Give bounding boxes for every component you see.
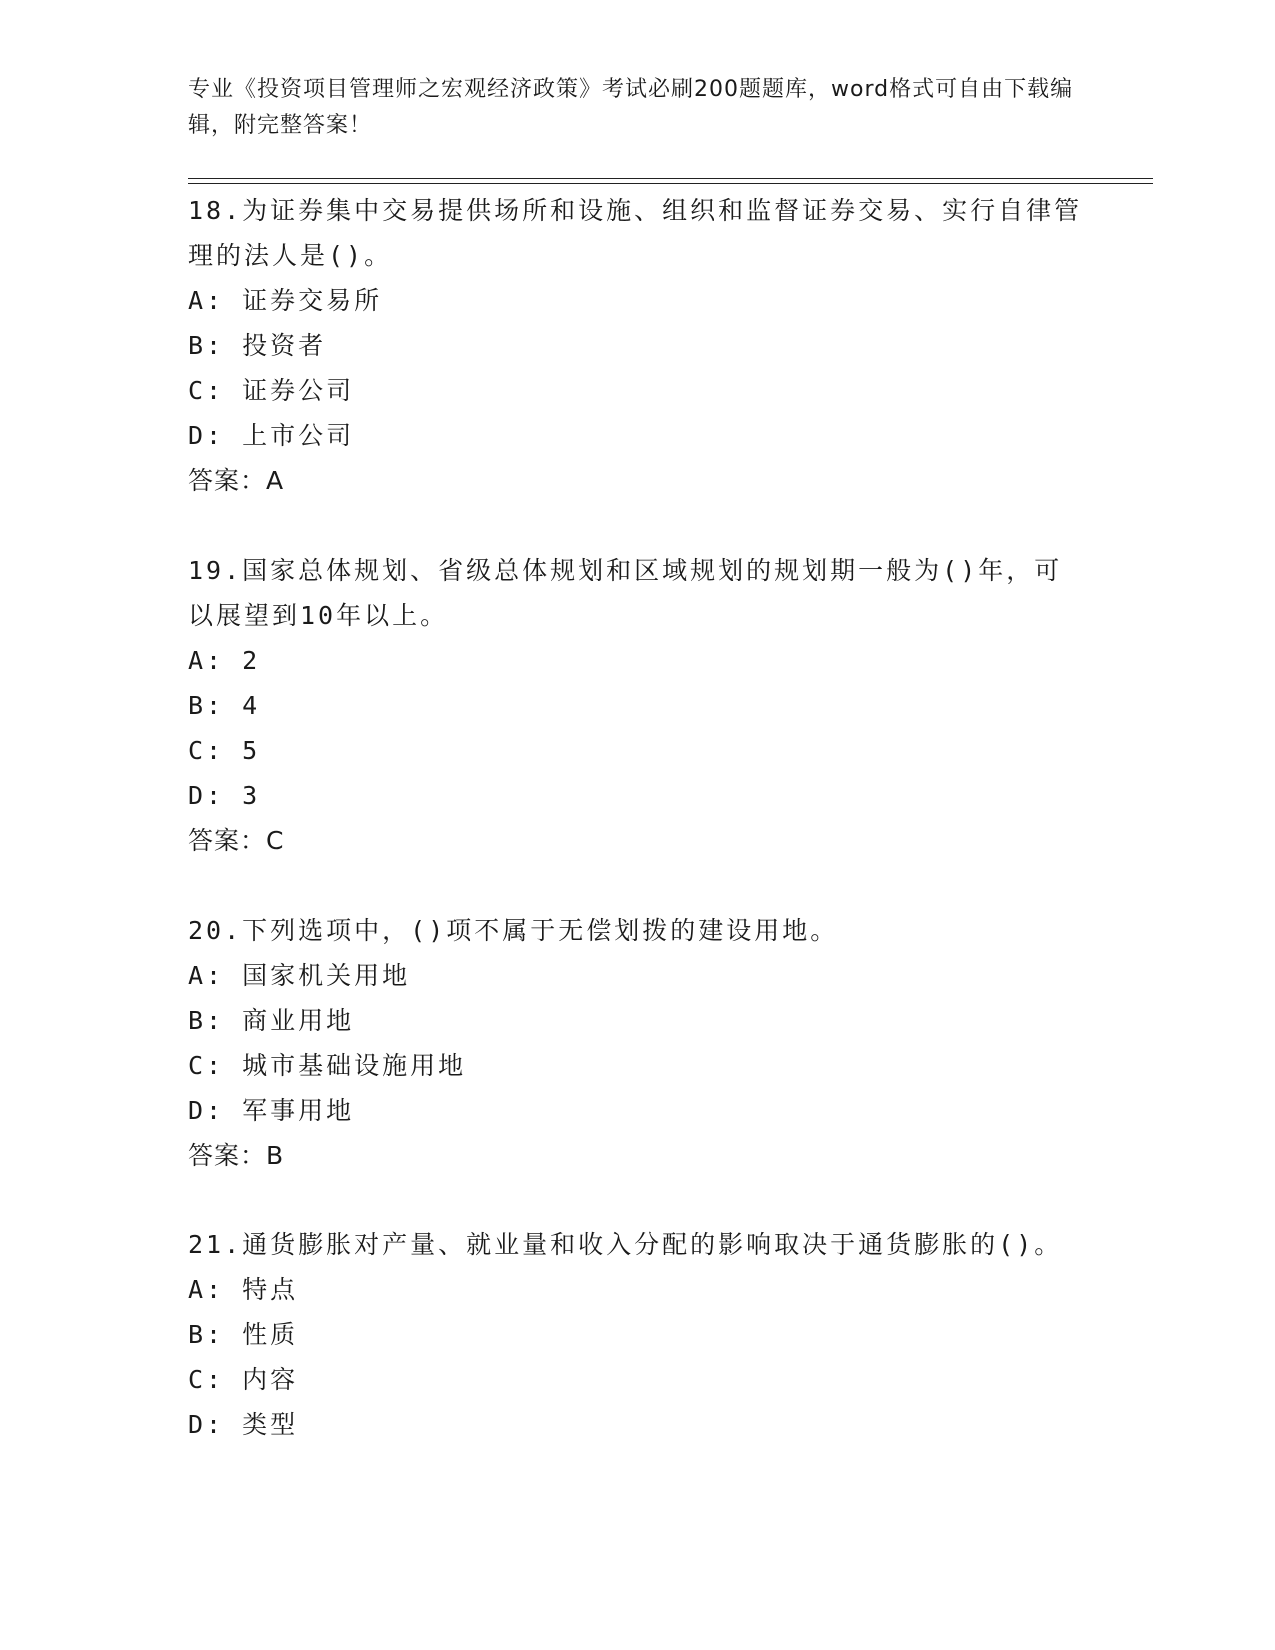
option-a: [188, 953, 1088, 998]
answer: 答案：A: [188, 466, 285, 495]
option-text: 性质: [242, 1320, 299, 1349]
option-key: A:: [188, 286, 225, 315]
option-b: [188, 683, 1088, 728]
option-key: B:: [188, 1320, 225, 1349]
option-a: [188, 1267, 1088, 1312]
option-text: 类型: [242, 1410, 299, 1439]
option-text: 证券公司: [242, 376, 355, 405]
option-text: 上市公司: [242, 421, 355, 450]
option-d: [188, 1088, 1088, 1133]
option-text: 国家机关用地: [242, 961, 411, 990]
question-stem: 20.下列选项中，()项不属于无偿划拨的建设用地。: [188, 916, 839, 945]
option-key: C:: [188, 376, 225, 405]
option-c: [188, 1043, 1088, 1088]
question-19: [188, 548, 1088, 863]
option-key: A:: [188, 646, 225, 675]
question-21: [188, 1222, 1088, 1447]
option-c: [188, 728, 1088, 773]
question-20: [188, 908, 1088, 1178]
answer: 答案：C: [188, 826, 285, 855]
question-stem: 19.国家总体规划、省级总体规划和区域规划的规划期一般为()年，可以展望到10年以上。: [188, 556, 1063, 630]
option-a: [188, 638, 1088, 683]
option-key: C:: [188, 1051, 225, 1080]
option-d: [188, 773, 1088, 818]
option-text: 5: [242, 736, 261, 765]
option-key: A:: [188, 961, 225, 990]
option-key: B:: [188, 331, 225, 360]
option-key: C:: [188, 1365, 225, 1394]
answer: 答案：B: [188, 1141, 285, 1170]
question-stem: 18.为证券集中交易提供场所和设施、组织和监督证券交易、实行自律管理的法人是()。: [188, 196, 1083, 270]
option-text: 军事用地: [242, 1096, 355, 1125]
option-key: D:: [188, 421, 225, 450]
question-18: [188, 188, 1088, 503]
option-text: 特点: [242, 1275, 299, 1304]
option-b: [188, 1312, 1088, 1357]
option-key: A:: [188, 1275, 225, 1304]
option-c: [188, 368, 1088, 413]
option-text: 投资者: [242, 331, 327, 360]
option-b: [188, 998, 1088, 1043]
option-text: 3: [242, 781, 261, 810]
option-d: [188, 413, 1088, 458]
option-key: D:: [188, 1096, 225, 1125]
option-a: [188, 278, 1088, 323]
question-stem: 21.通货膨胀对产量、就业量和收入分配的影响取决于通货膨胀的()。: [188, 1230, 1063, 1259]
option-c: [188, 1357, 1088, 1402]
header-divider-top: [188, 178, 1153, 179]
header-divider-bottom: [188, 183, 1153, 184]
option-key: B:: [188, 1006, 225, 1035]
option-key: D:: [188, 1410, 225, 1439]
option-text: 城市基础设施用地: [242, 1051, 467, 1080]
option-b: [188, 323, 1088, 368]
option-text: 4: [242, 691, 261, 720]
option-key: D:: [188, 781, 225, 810]
option-key: C:: [188, 736, 225, 765]
option-text: 2: [242, 646, 261, 675]
document-header: 专业《投资项目管理师之宏观经济政策》考试必刷200题题库，word格式可自由下载编辑，附完整答案！: [188, 77, 1074, 138]
option-d: [188, 1402, 1088, 1447]
option-key: B:: [188, 691, 225, 720]
option-text: 商业用地: [242, 1006, 355, 1035]
option-text: 内容: [242, 1365, 299, 1394]
option-text: 证券交易所: [242, 286, 383, 315]
